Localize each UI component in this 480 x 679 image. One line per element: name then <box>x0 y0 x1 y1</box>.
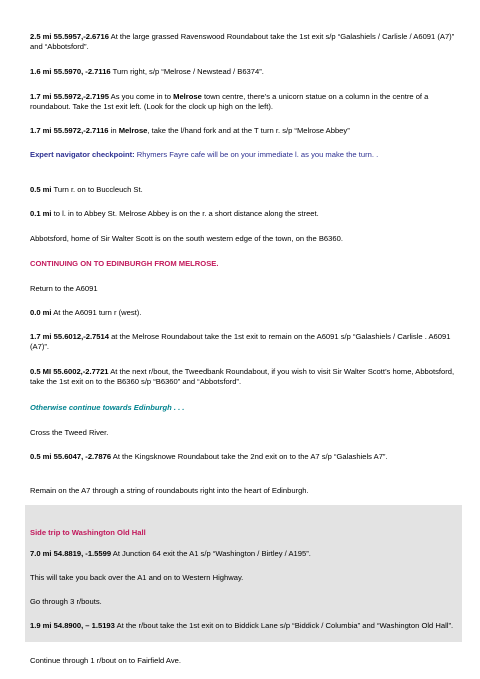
info-text: Return to the A6091 <box>30 284 98 293</box>
distance-coordinates: 0.5 mi 55.6047, -2.7876 <box>30 452 112 461</box>
section-heading-edinburgh: CONTINUING ON TO EDINBURGH FROM MELROSE. <box>30 259 219 268</box>
paragraph-kingsknowe-roundabout <box>30 452 460 462</box>
info-text: This will take you back over the A1 and on to Western Highway. <box>30 573 244 582</box>
direction-text: At the A6091 turn r (west). <box>51 308 142 317</box>
paragraph-western-highway <box>30 573 460 583</box>
paragraph-biddick-lane <box>30 621 460 631</box>
distance-coordinates: 7.0 mi 54.8819, -1.5599 <box>30 549 112 558</box>
paragraph-melrose-abbey-turn <box>30 126 460 136</box>
side-trip-title: Side trip to Washington Old Hall <box>30 528 146 537</box>
direction-text: At the next r/bout, the Tweedbank Roundabout, if you wish to visit Sir Walter Scott’s home, Abbotsford, take the 1st exit on to the B6360 s/p “B6360” and “Abbotsford”. <box>30 367 455 387</box>
paragraph-navigator-checkpoint <box>30 150 460 160</box>
distance-coordinates: 1.7 mi 55.6012,-2.7514 <box>30 332 109 341</box>
distance-coordinates: 0.5 MI 55.6002,-2.7721 <box>30 367 109 376</box>
direction-text: At Junction 64 exit the A1 s/p “Washington / Birtley / A195”. <box>111 549 311 558</box>
paragraph-melrose-town-centre <box>30 92 460 113</box>
distance-coordinates: 0.5 mi <box>30 185 52 194</box>
distance-coordinates: 0.1 mi <box>30 209 52 218</box>
direction-text: town centre, there’s a unicorn statue on a column in the centre of a roundabout. Take the 1st exit left. (Look for the clock up high on the left). <box>30 92 429 112</box>
paragraph-junction-64 <box>30 549 460 559</box>
section-heading-continue: Otherwise continue towards Edinburgh . . . <box>30 403 185 412</box>
direction-text: At the Kingsknowe Roundabout take the 2nd exit on to the A7 s/p “Galashiels A7”. <box>111 452 388 461</box>
place-name: Melrose <box>173 92 202 101</box>
paragraph-turn-right <box>30 67 460 77</box>
info-text: Remain on the A7 through a string of roundabouts right into the heart of Edinburgh. <box>30 486 309 495</box>
distance-coordinates: 2.5 mi 55.5957,-2.6716 <box>30 32 109 41</box>
distance-coordinates: 1.6 mi 55.5970, -2.7116 <box>30 67 111 76</box>
distance-coordinates: 1.7 mi 55.5972,-2.7116 <box>30 126 109 135</box>
direction-text: At the large grassed Ravenswood Roundabout take the 1st exit s/p “Galashiels / Carlisle / A6091 (A7)” and “Abbotsford”. <box>30 32 455 52</box>
info-text: Go through 3 r/bouts. <box>30 597 102 606</box>
paragraph-tweedbank-roundabout <box>30 367 460 388</box>
direction-text: in <box>108 126 119 135</box>
info-text: Continue through 1 r/bout on to Fairfield Ave. <box>30 656 181 665</box>
direction-text: Turn right, s/p “Melrose / Newstead / B6374”. <box>110 67 264 76</box>
paragraph-tweed-river <box>30 428 460 438</box>
distance-coordinates: 0.0 mi <box>30 308 52 317</box>
direction-text: at the Melrose Roundabout take the 1st exit to remain on the A6091 s/p “Galashiels / Carlisle . A6091 (A7)”. <box>30 332 451 352</box>
checkpoint-label: Expert navigator checkpoint: <box>30 150 135 159</box>
paragraph-ravenswood-roundabout <box>30 32 460 53</box>
direction-text: , take the l/hand fork and at the T turn r. s/p “Melrose Abbey” <box>147 126 350 135</box>
paragraph-return-a6091 <box>30 284 460 294</box>
direction-text: At the r/bout take the 1st exit on to Biddick Lane s/p “Biddick / Columbia” and “Washington Old Hall”. <box>114 621 454 630</box>
info-text: Abbotsford, home of Sir Walter Scott is on the south western edge of the town, on the B6360. <box>30 234 343 243</box>
distance-coordinates: 1.7 mi 55.5972,-2.7195 <box>30 92 109 101</box>
paragraph-abbey-st <box>30 209 460 219</box>
paragraph-abbotsford-info <box>30 234 460 244</box>
direction-text: As you come in to <box>108 92 174 101</box>
paragraph-turn-west <box>30 308 460 318</box>
paragraph-melrose-roundabout <box>30 332 460 353</box>
checkpoint-text: Rhymers Fayre cafe will be on your immediate l. as you make the turn. . <box>134 150 379 159</box>
paragraph-buccleuch-st <box>30 185 460 195</box>
paragraph-fairfield-ave <box>30 656 460 666</box>
place-name: Melrose <box>118 126 148 135</box>
distance-coordinates: 1.9 mi 54.8900, – 1.5193 <box>30 621 115 630</box>
paragraph-remain-a7 <box>30 486 460 496</box>
info-text: Cross the Tweed River. <box>30 428 109 437</box>
direction-text: Turn r. on to Buccleuch St. <box>51 185 143 194</box>
direction-text: to l. in to Abbey St. Melrose Abbey is on the r. a short distance along the street. <box>51 209 319 218</box>
paragraph-three-rbouts <box>30 597 460 607</box>
